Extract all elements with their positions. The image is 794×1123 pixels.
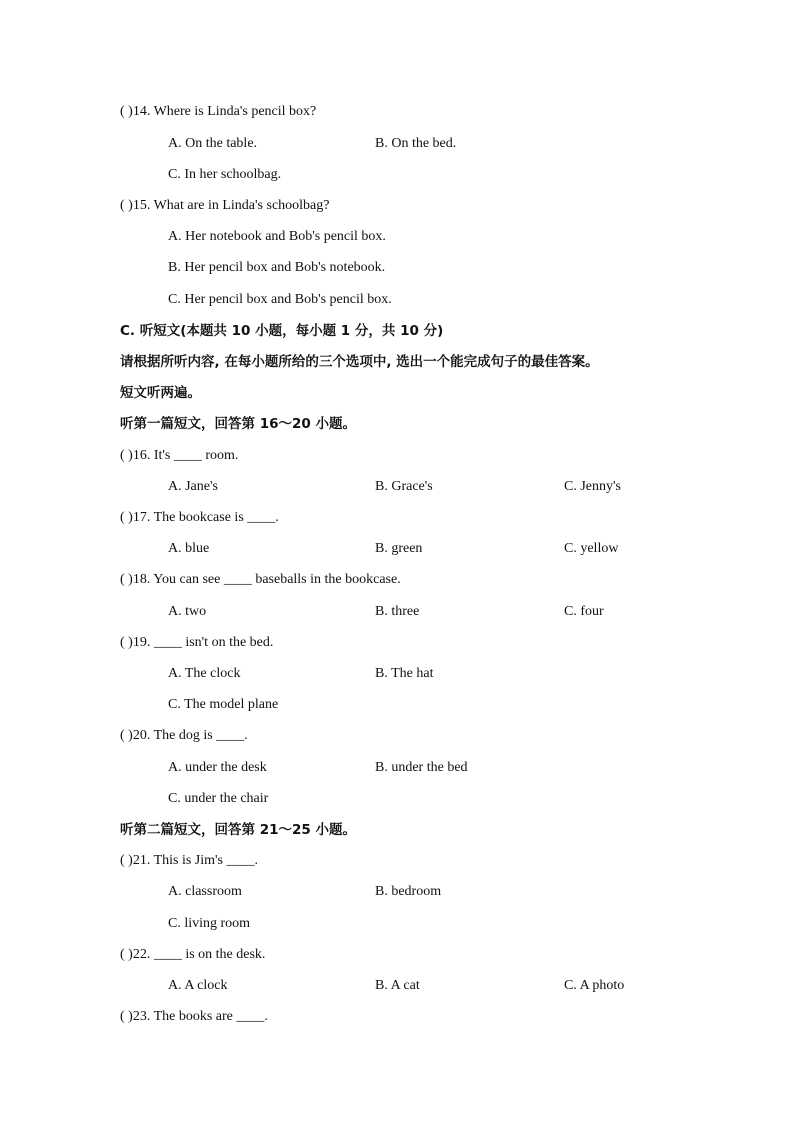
question-17-stem: ( )17. The bookcase is ____. (120, 510, 279, 525)
passage-2-heading: 听第二篇短文，回答第 21～25 小题。 (120, 822, 356, 838)
question-18-stem: ( )18. You can see ____ baseballs in the bookcase. (120, 572, 401, 587)
question-14-stem: ( )14. Where is Linda's pencil box? (120, 104, 317, 119)
question-23-stem: ( )23. The books are ____. (120, 1009, 268, 1024)
question-19-stem: ( )19. ____ isn't on the bed. (120, 635, 274, 650)
question-21-stem: ( )21. This is Jim's ____. (120, 853, 258, 868)
question-22-option-c: C. A photo (564, 978, 625, 993)
question-21-option-b: B. bedroom (375, 884, 442, 899)
question-20-option-a: A. under the desk (168, 760, 267, 775)
question-18-option-c: C. four (564, 604, 604, 619)
question-17-option-c: C. yellow (564, 541, 619, 556)
question-22-option-b: B. A cat (375, 978, 420, 993)
question-19-option-a: A. The clock (168, 666, 241, 681)
question-15-option-a: A. Her notebook and Bob's pencil box. (168, 229, 386, 244)
section-c-instruction-2: 短文听两遍。 (120, 385, 201, 401)
section-c-instruction: 请根据所听内容, 在每小题所给的三个选项中, 选出一个能完成句子的最佳答案。 (120, 354, 599, 370)
question-14-option-b: B. On the bed. (375, 136, 457, 151)
question-17-option-a: A. blue (168, 541, 210, 556)
question-21-option-a: A. classroom (168, 884, 242, 899)
question-20-stem: ( )20. The dog is ____. (120, 728, 248, 743)
question-16-option-a: A. Jane's (168, 479, 218, 494)
question-20-option-b: B. under the bed (375, 760, 468, 775)
question-14-option-a: A. On the table. (168, 136, 258, 151)
section-c-title: C. 听短文(本题共 10 小题，每小题 1 分，共 10 分) (120, 323, 444, 339)
question-19-option-c: C. The model plane (168, 697, 279, 712)
question-20-option-c: C. under the chair (168, 791, 269, 806)
question-16-option-c: C. Jenny's (564, 479, 621, 494)
question-15-stem: ( )15. What are in Linda's schoolbag? (120, 198, 330, 213)
question-22-stem: ( )22. ____ is on the desk. (120, 947, 266, 962)
question-18-option-a: A. two (168, 604, 207, 619)
question-16-stem: ( )16. It's ____ room. (120, 448, 239, 463)
question-15-option-b: B. Her pencil box and Bob's notebook. (168, 260, 386, 275)
question-19-option-b: B. The hat (375, 666, 434, 681)
question-18-option-b: B. three (375, 604, 420, 619)
question-14-option-c: C. In her schoolbag. (168, 167, 282, 182)
question-17-option-b: B. green (375, 541, 423, 556)
question-15-option-c: C. Her pencil box and Bob's pencil box. (168, 292, 392, 307)
question-22-option-a: A. A clock (168, 978, 228, 993)
question-16-option-b: B. Grace's (375, 479, 433, 494)
question-21-option-c: C. living room (168, 916, 251, 931)
passage-1-heading: 听第一篇短文，回答第 16～20 小题。 (120, 416, 356, 432)
